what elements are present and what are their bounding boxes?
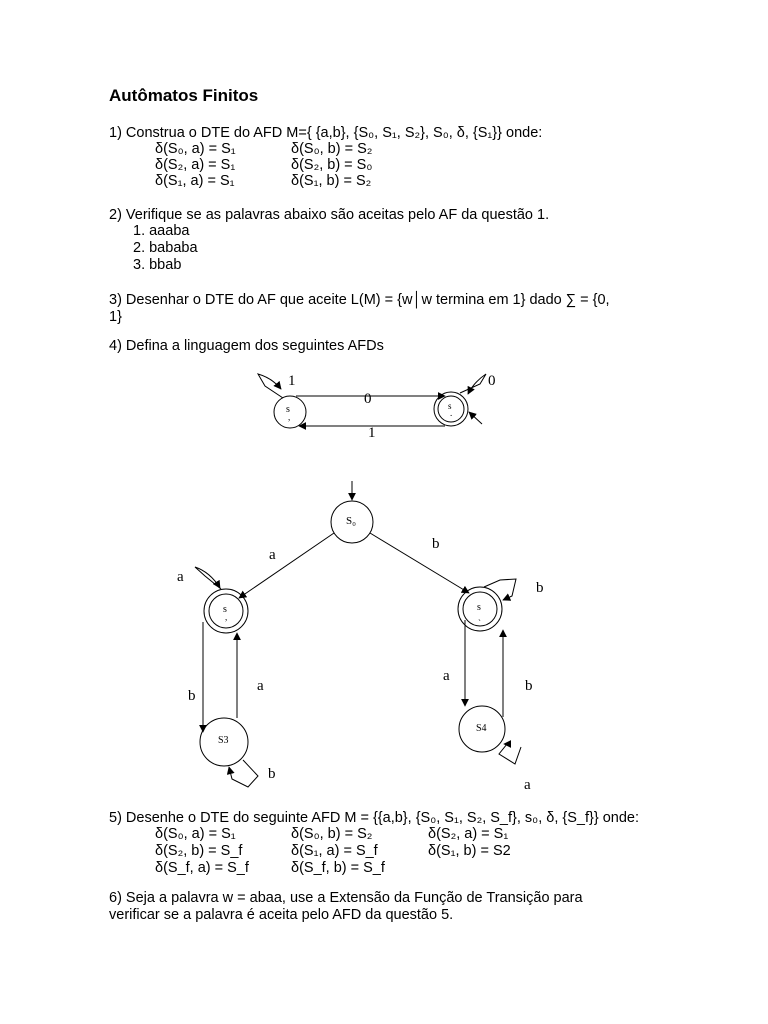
q1-transition: δ(S₁, b) = S₂ (291, 173, 372, 189)
question-6-text: 6) Seja a palavra w = abaa, use a Extensão da Função de Transição para (109, 890, 583, 906)
label-edge-s0-s1: a (269, 547, 276, 563)
q2-word-item: 1. aaaba (133, 223, 190, 239)
label-loop-s3: b (268, 766, 276, 782)
loop-left-arrow (258, 374, 283, 398)
state-s0-label: S₀ (346, 515, 356, 527)
label-edge-s0-s2: b (432, 536, 440, 552)
q5-transition: δ(S₁, b) = S2 (428, 843, 511, 859)
label-edge-s4-s2: b (525, 678, 533, 694)
label-loop-s4: a (524, 777, 531, 793)
question-3-text: 3) Desenhar o DTE do AF que aceite L(M) = {w│w termina em 1} dado ∑ = {0, (109, 292, 610, 308)
q1-transition: δ(S₂, b) = S₀ (291, 157, 373, 173)
label-edge-top: 0 (364, 391, 372, 407)
q5-transition: δ(S₀, a) = S₁ (155, 826, 236, 842)
q1-transition: δ(S₂, a) = S₁ (155, 157, 236, 173)
state-s3-label: S3 (218, 735, 229, 746)
question-3-text-cont: 1} (109, 309, 122, 325)
page-title: Autômatos Finitos (109, 86, 259, 105)
q1-transition: δ(S₀, a) = S₁ (155, 141, 236, 157)
question-6-text-cont: verificar se a palavra é aceita pelo AFD da questão 5. (109, 907, 454, 923)
q5-transition: δ(S₀, b) = S₂ (291, 826, 373, 842)
start-arrow-1 (469, 412, 482, 424)
label-loop-s1: a (177, 569, 184, 585)
label-edge-s3-s1: a (257, 678, 264, 694)
state-right-sub: . (450, 408, 453, 418)
state-left-sub: , (288, 412, 291, 422)
q2-word-item: 3. bbab (133, 257, 182, 273)
label-loop-s2: b (536, 580, 544, 596)
label-edge-s1-s3: b (188, 688, 196, 704)
question-5-text: 5) Desenhe o DTE do seguinte AFD M = {{a,b}, {S₀, S₁, S₂, S_f}, s₀, δ, {S_f}} onde: (109, 810, 639, 826)
state-s2-sub: ˎ (478, 611, 481, 621)
label-edge-bottom: 1 (368, 425, 376, 441)
q5-transition: δ(S₂, a) = S₁ (428, 826, 509, 842)
label-edge-s2-s4: a (443, 668, 450, 684)
edge-s0-s2-arrow (370, 533, 469, 593)
label-loop-right: 0 (488, 373, 496, 389)
loop-right-arrow (460, 374, 486, 394)
state-s2-label: s (477, 602, 481, 613)
label-loop-left: 1 (288, 373, 296, 389)
state-s1-sub: , (225, 612, 228, 622)
question-4-text: 4) Defina a linguagem dos seguintes AFDs (109, 338, 384, 354)
state-left-label: s (286, 404, 290, 415)
q5-transition: δ(S₂, b) = S_f (155, 843, 243, 859)
q1-transition: δ(S₁, a) = S₁ (155, 173, 235, 189)
state-s4-label: S4 (476, 723, 487, 734)
state-right-label: s (448, 401, 452, 411)
q1-transition: δ(S₀, b) = S₂ (291, 141, 373, 157)
loop-s4-arrow (499, 744, 521, 764)
loop-s1-arrow (195, 567, 221, 589)
q5-transition: δ(S₁, a) = S_f (291, 843, 378, 859)
question-2-text: 2) Verifique se as palavras abaixo são aceitas pelo AF da questão 1. (109, 207, 550, 223)
edge-s0-s1-arrow (239, 533, 334, 598)
state-s1-label: s (223, 604, 227, 615)
question-1-text: 1) Construa o DTE do AFD M={ {a,b}, {S₀, S₁, S₂}, S₀, δ, {S₁}} onde: (109, 125, 543, 141)
q2-word-item: 2. bababa (133, 240, 198, 256)
q5-transition: δ(S_f, b) = S_f (291, 860, 385, 876)
loop-s2-arrow (484, 579, 516, 600)
q5-transition: δ(S_f, a) = S_f (155, 860, 249, 876)
